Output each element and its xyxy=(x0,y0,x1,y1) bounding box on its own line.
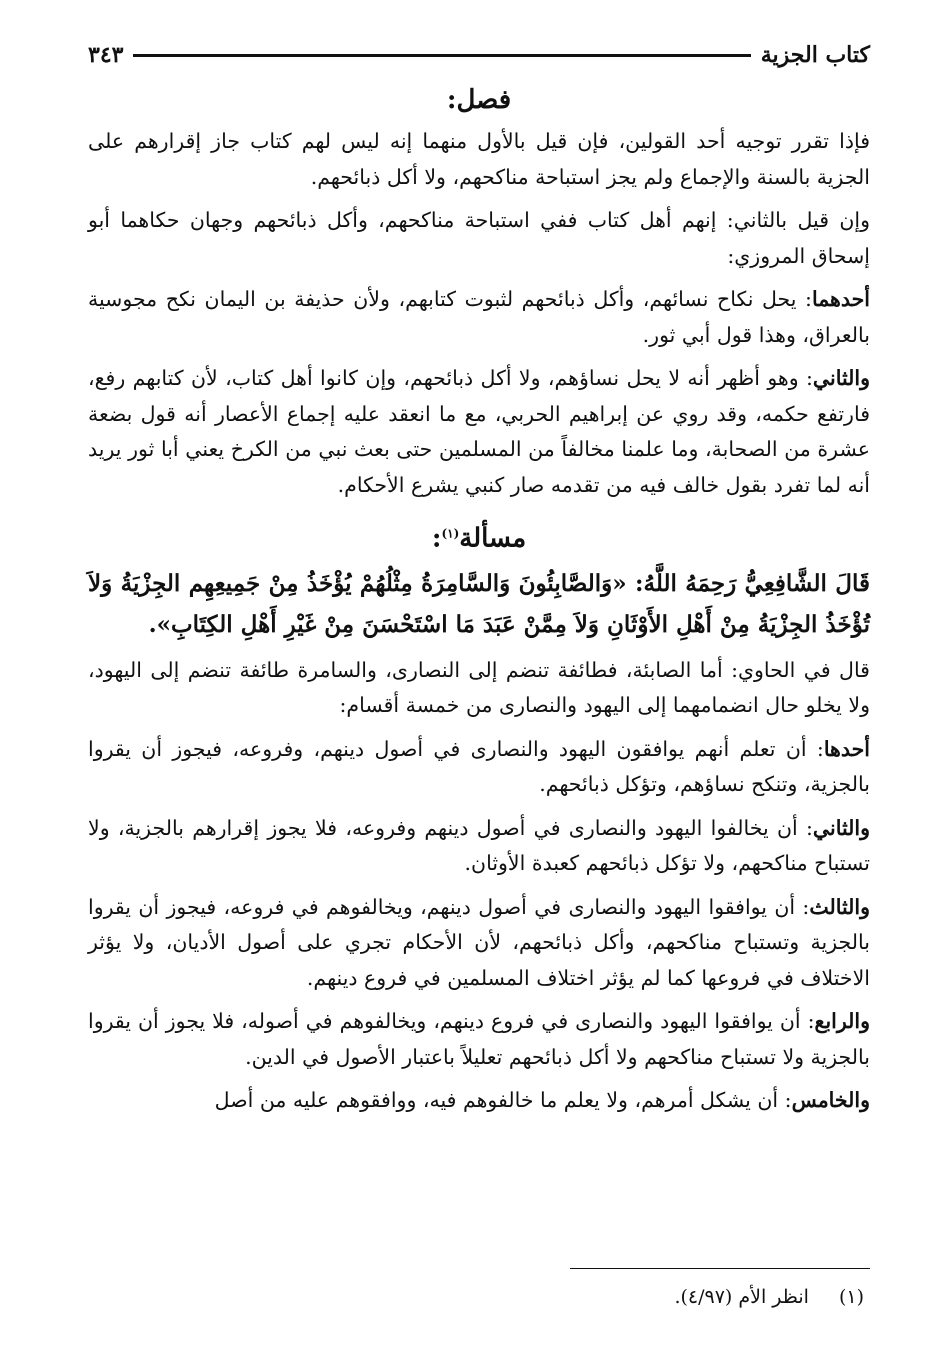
footnote-reference[interactable]: (١) xyxy=(441,526,460,540)
paragraph xyxy=(88,732,870,803)
paragraph-text: : أن يوافقوا اليهود والنصارى في فروع دينهم، ويخالفوهم في أصوله، فلا يجوز أن يقروا بالجزية ولا تستباح مناكحهم ولا أكل ذبائحهم تعليلاً باعتبار الأصول في الدين. xyxy=(88,1009,870,1069)
paragraph-lead: والخامس xyxy=(791,1088,870,1113)
paragraph-text: : أن يوافقوا اليهود والنصارى في أصول دينهم، ويخالفوهم في فروعه، فيجوز أن يقروا بالجزية وتستباح مناكحهم، وأكل ذبائحهم، لأن الأحكام تجري على أصول الأديان، ولا يؤثر الاختلاف في فروعها كما لم يؤثر اختلاف المسلمين في فروع دينهم. xyxy=(88,894,870,990)
paragraph xyxy=(88,653,870,724)
paragraph xyxy=(88,124,870,195)
footnote-number: (١) xyxy=(838,1286,864,1308)
paragraph-text: : وهو أظهر أنه لا يحل نساؤهم، ولا أكل ذبائحهم، وإن كانوا أهل كتاب، لأن كتابهم رفع، فارتفع حكمه، وقد روي عن إبراهيم الحربي، مع ما انعقد عليه إجماع الأعصار أنه قول بضعة عشرة من الصحابة، وما علمنا مخالفاً من المسلمين حتى بعث نبي من الكرخ يعني أبا ثور يريد أنه لما تفرد بقول خالف فيه من تقدمه صار كنبي يشرع الأحكام. xyxy=(88,366,870,497)
shafii-quote: قَالَ الشَّافِعِيُّ رَحِمَهُ اللَّهُ: «وَالصَّابِئُونَ وَالسَّامِرَةُ مِثْلُهُمْ يُؤْخَذُ مِنْ جَمِيعِهِم الجِزْيَةُ وَلاَ تُؤْخَذُ الجِزْيَةُ مِنْ أَهْلِ الأَوْثَانِ وَلاَ مِمَّنْ عَبَدَ مَا اسْتَحْسَنَ مِنْ غَيْرِ أَهْلِ الكِتَابِ». xyxy=(88,569,870,638)
paragraph-text: : أن يشكل أمرهم، ولا يعلم ما خالفوهم فيه، ووافقوهم عليه من أصل xyxy=(214,1088,792,1113)
paragraph-lead: والثالث xyxy=(809,894,870,919)
paragraph-lead: والثاني xyxy=(812,366,870,390)
issue-heading-text: مسألة xyxy=(459,523,527,554)
paragraph-lead: والرابع xyxy=(814,1009,870,1034)
paragraph xyxy=(88,811,870,882)
issue-heading xyxy=(88,513,870,559)
book-title: كتاب الجزية xyxy=(760,42,870,68)
header-rule xyxy=(133,54,750,57)
paragraph-lead: أحدهما xyxy=(811,287,870,311)
section-heading: فصل: xyxy=(446,85,512,115)
paragraph-lead: والثاني xyxy=(812,815,870,840)
footnote xyxy=(674,1282,864,1312)
paragraph-text: قال في الحاوي: أما الصابئة، فطائفة تنضم إلى النصارى، والسامرة طائفة تنضم إلى اليهود، ولا يخلو حال انضمامهما إلى اليهود والنصارى من خمسة أقسام: xyxy=(88,657,870,718)
issue-heading-suffix: : xyxy=(431,523,442,554)
paragraph xyxy=(88,1083,870,1119)
paragraph-text: وإن قيل بالثاني: إنهم أهل كتاب ففي استباحة مناكحهم، وأكل ذبائحهم وجهان حكاهما أبو إسحاق المروزي: xyxy=(88,208,870,268)
paragraph-text: : أن يخالفوا اليهود والنصارى في أصول دينهم وفروعه، فلا يجوز إقرارهم بالجزية، ولا تستباح مناكحهم، ولا تؤكل ذبائحهم كعبدة الأوثان. xyxy=(88,815,870,876)
page-number: ٣٤٣ xyxy=(88,42,124,68)
page-header xyxy=(88,38,870,72)
footnote-text: انظر الأم (٤/٩٧). xyxy=(674,1286,809,1308)
page-content xyxy=(88,80,870,1119)
paragraph-text: : أن تعلم أنهم يوافقون اليهود والنصارى في أصول دينهم، وفروعه، فيجوز أن يقروا بالجزية، وتنكح نساؤهم، وتؤكل ذبائحهم. xyxy=(88,736,870,797)
paragraph xyxy=(88,361,870,503)
paragraph xyxy=(88,890,870,997)
paragraph-text: فإذا تقرر توجيه أحد القولين، فإن قيل بالأول منهما إنه ليس لهم كتاب جاز إقرارهم على الجزية بالسنة والإجماع ولم يجز استباحة مناكحهم، ولا أكل ذبائحهم. xyxy=(88,129,870,189)
book-page xyxy=(88,30,870,1360)
footnote-rule xyxy=(570,1268,870,1269)
paragraph-text: : يحل نكاح نسائهم، وأكل ذبائحهم لثبوت كتابهم، ولأن حذيفة بن اليمان نكح مجوسية بالعراق، وهذا قول أبي ثور. xyxy=(88,287,870,347)
paragraph xyxy=(88,282,870,353)
paragraph xyxy=(88,203,870,274)
paragraph-lead: أحدها xyxy=(823,736,870,761)
paragraph xyxy=(88,1004,870,1075)
